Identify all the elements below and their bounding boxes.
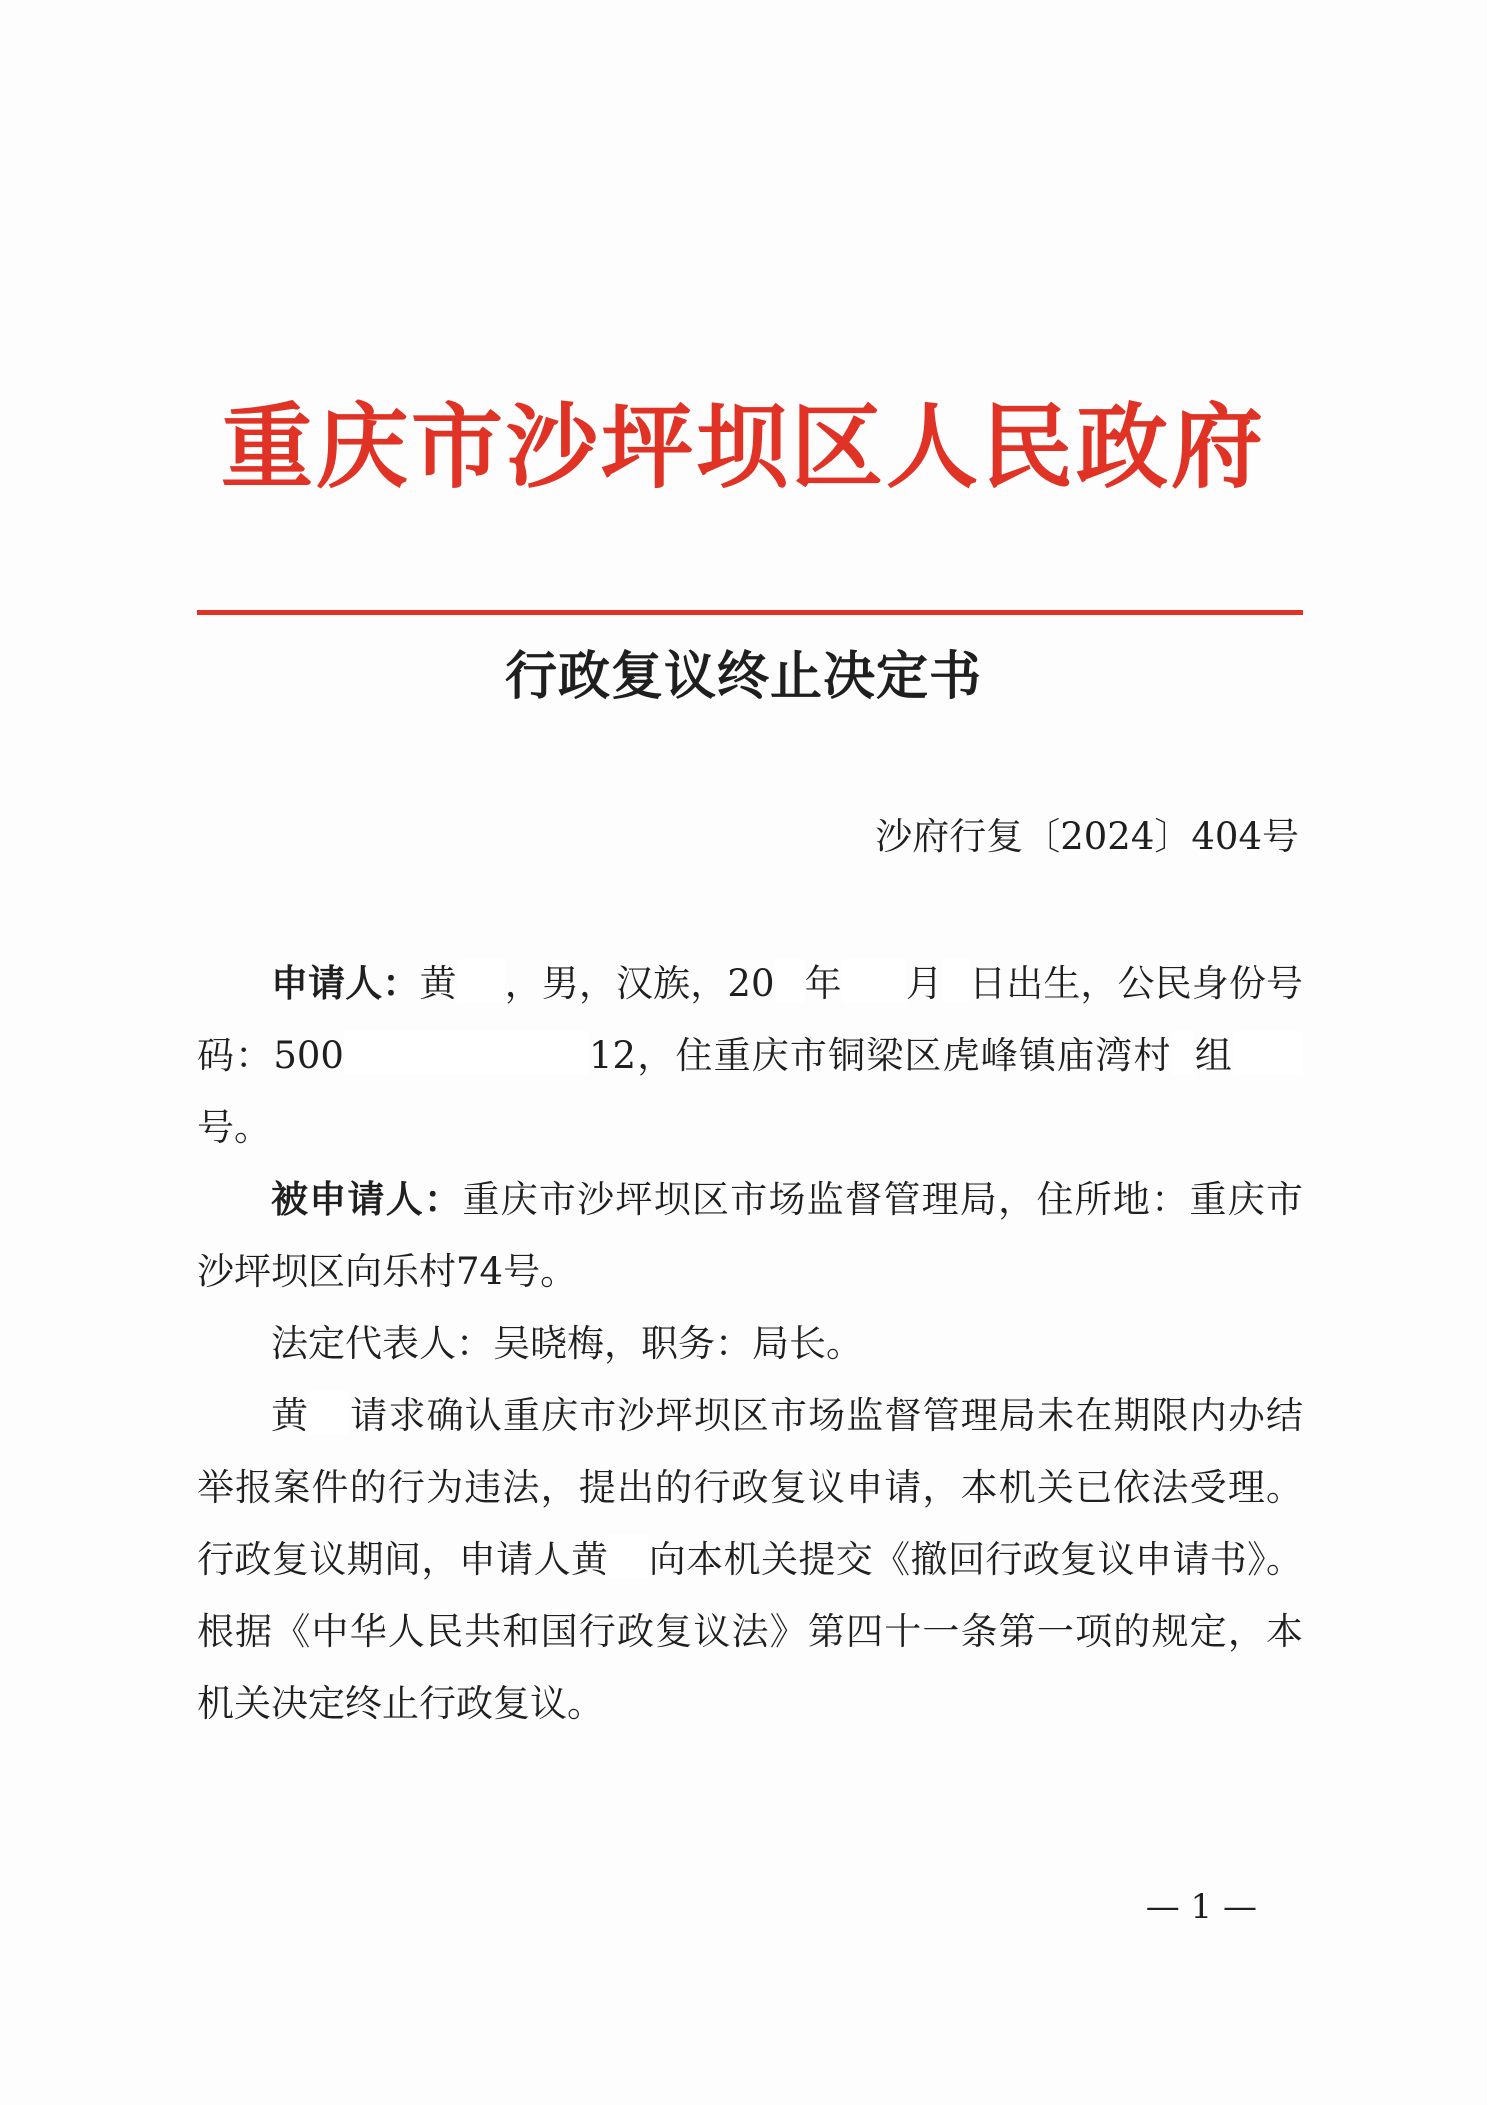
- document-number: 沙府行复〔2024〕404号: [875, 815, 1299, 858]
- redaction-block: [775, 959, 805, 1003]
- representative-paragraph: [197, 1308, 1303, 1380]
- applicant-text: 月: [905, 962, 943, 1005]
- decision-text: 请求确认重庆市沙坪坝区市场监督管理局未在期限内办结举报案件的行为违法，提出的行政复议申请，本机关已依法受理。行政复议期间，申请人黄: [197, 1394, 1304, 1581]
- issuer-header: 重庆市沙坪坝区人民政府: [220, 393, 1266, 501]
- red-header-rule: [197, 610, 1303, 615]
- representative-text: 法定代表人：吴晓梅，职务：局长。: [271, 1322, 863, 1365]
- document-body: [197, 948, 1303, 1740]
- redaction-block: [309, 1391, 349, 1435]
- decision-surname: 黄: [271, 1394, 310, 1437]
- redaction-block: [1172, 1031, 1194, 1075]
- redaction-block: [943, 959, 969, 1003]
- redaction-block: [457, 959, 505, 1003]
- page-number: — 1 —: [1145, 1887, 1257, 1927]
- applicant-text: ，男，汉族，20: [504, 962, 775, 1005]
- applicant-paragraph: [197, 948, 1303, 1164]
- decision-paragraph: [197, 1380, 1303, 1740]
- redaction-block: [1233, 1031, 1303, 1075]
- document-title: 行政复议终止决定书: [504, 647, 982, 707]
- applicant-text: 组: [1193, 1034, 1233, 1077]
- respondent-text: 重庆市沙坪坝区市场监督管理局，住所地：重庆市沙坪坝区向乐村74号。: [197, 1178, 1304, 1293]
- applicant-text: 年: [804, 962, 842, 1005]
- applicant-text: 号。: [197, 1106, 271, 1149]
- respondent-paragraph: [197, 1164, 1303, 1308]
- applicant-text: 12，住重庆市铜梁区虎峰镇庙湾村: [588, 1034, 1172, 1077]
- applicant-label: 申请人：: [271, 962, 420, 1005]
- respondent-label: 被申请人：: [271, 1178, 463, 1221]
- redaction-block: [842, 959, 906, 1003]
- decision-text: 向本机关提交《撤回行政复议申请书》。根据《中华人民共和国行政复议法》第四十一条第一项的规定，本机关决定终止行政复议。: [197, 1538, 1304, 1725]
- redaction-block: [344, 1031, 589, 1075]
- applicant-surname: 黄: [419, 962, 457, 1005]
- applicant-text: 日出生，公民身份号码：500: [197, 962, 1304, 1077]
- redaction-block: [608, 1535, 648, 1579]
